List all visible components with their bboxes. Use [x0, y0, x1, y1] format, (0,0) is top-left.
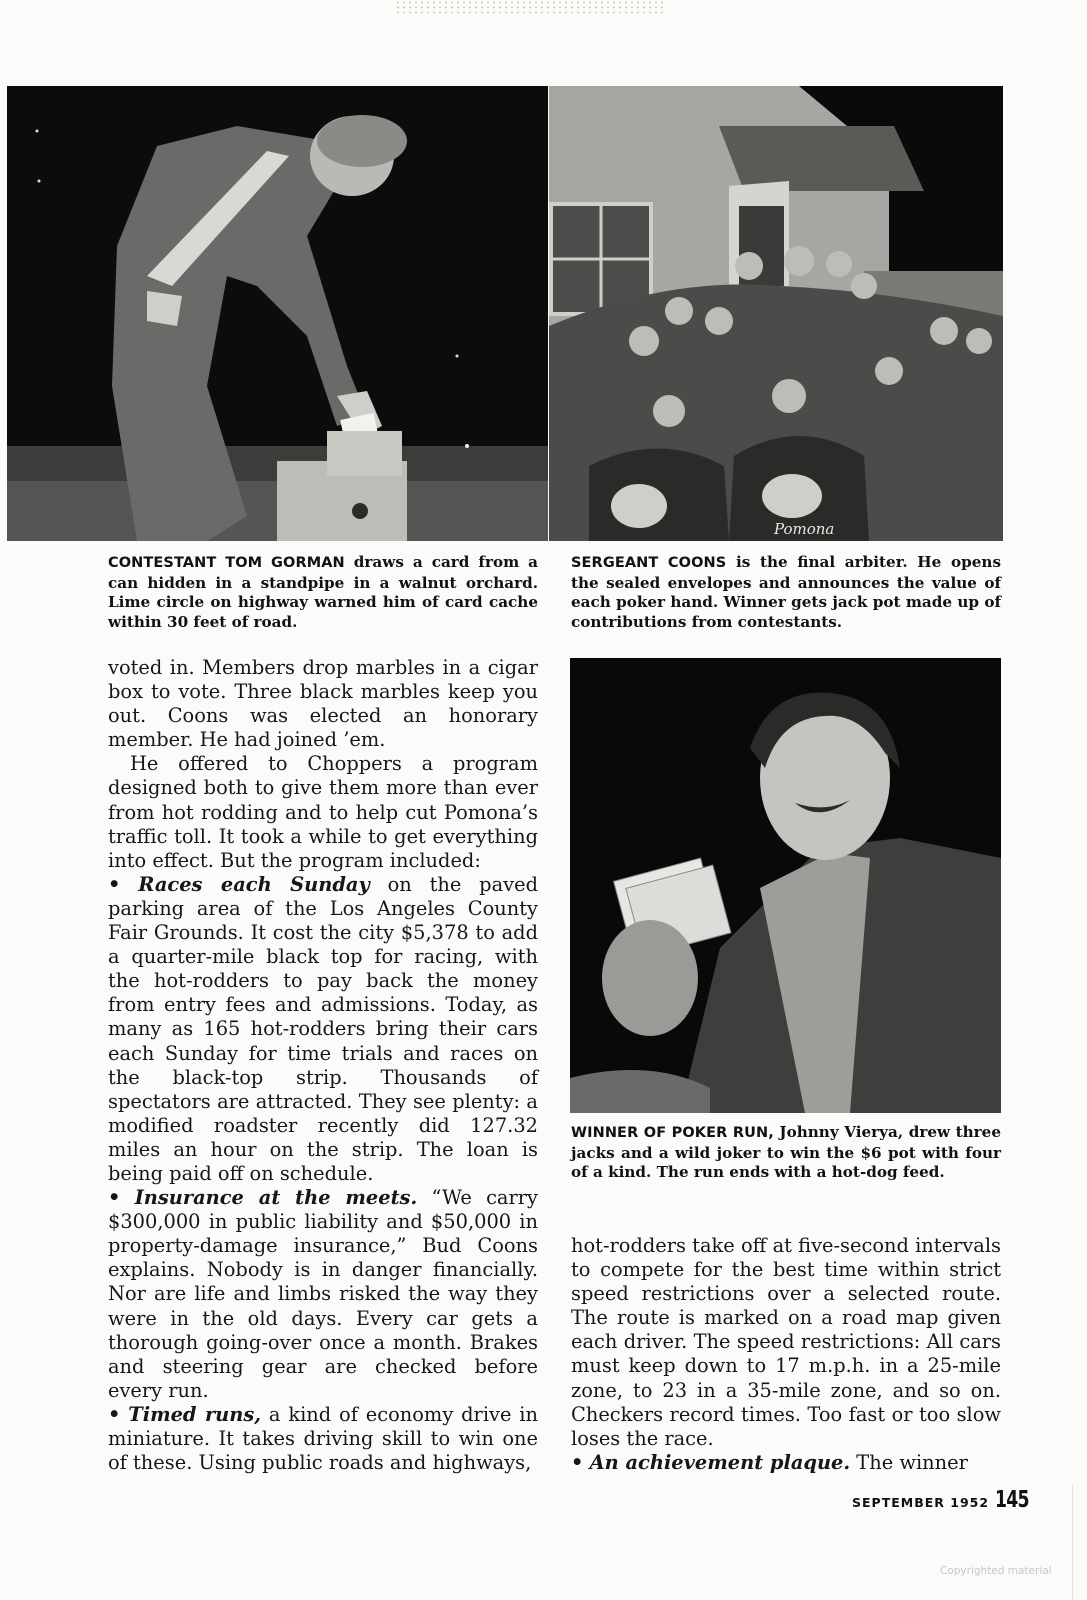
photo-sergeant-coons [549, 86, 1003, 541]
print-speckle [395, 0, 665, 14]
caption-lead: WINNER OF POKER RUN, [571, 1125, 774, 1141]
paragraph: He offered to Choppers a program designed both to give them more than ever from hot rodding and to help cut Pomona’s traffic toll. It took a while to get everything into effect. But the program included: [108, 752, 538, 872]
page-number: 145 [995, 1487, 1029, 1513]
page-footer [852, 1487, 1040, 1513]
bullet-heading: Timed runs, [128, 1402, 262, 1426]
svg-text:Pomona: Pomona [774, 520, 835, 538]
body-column-right [571, 1234, 1001, 1475]
bullet-item-insurance [108, 1186, 538, 1403]
caption-text: Johnny Vierya, drew three jacks and a wild joker to win the $6 pot with four of a kind. The run ends with a hot-dog feed. [571, 1123, 1002, 1182]
bullet-item-plaque [571, 1451, 1001, 1475]
caption-lead: SERGEANT COONS [571, 555, 727, 571]
issue-date: SEPTEMBER 1952 [852, 1495, 990, 1510]
caption-sergeant-coons [571, 553, 1001, 632]
bullet-text: The winner [850, 1450, 968, 1474]
caption-text: is the final arbiter. He opens the sealed envelopes and announces the value of each poker hand. Winner gets jack pot made up of contributions from contestants. [571, 553, 1001, 631]
bullet-icon: • [108, 1186, 121, 1210]
bullet-icon: • [571, 1450, 584, 1474]
caption-johnny-vierya [571, 1123, 1001, 1183]
bullet-text: on the paved parking area of the Los Angeles County Fair Grounds. It cost the city $5,378 to add a quarter-mile black top for racing, with the hot-rodders to pay back the money from entry fees and admissions. Today, as many as 165 hot-rodders bring their cars each Sunday for time trials and races on the black-top strip. Thousands of spectators are attracted. They see plenty: a modified roadster recently did 127.32 miles an hour on the strip. The loan is being paid off on schedule. [108, 872, 538, 1185]
bullet-item-timed-runs [108, 1403, 538, 1475]
paragraph: voted in. Members drop marbles in a cigar box to vote. Three black marbles keep you out. Coons was elected an honorary member. He had joined ’em. [108, 656, 538, 752]
bullet-heading: An achievement plaque. [589, 1450, 851, 1474]
caption-lead: CONTESTANT TOM GORMAN [108, 555, 345, 571]
paragraph: hot-rodders take off at five-second intervals to compete for the best time within strict speed restrictions over a selected route. The route is marked on a road map given each driver. The speed restrictions: All cars must keep down to 17 m.p.h. in a 25-mile zone, to 23 in a 35-mile zone, and so on. Checkers record times. Too fast or too slow loses the race. [571, 1234, 1001, 1450]
photo-tom-gorman [7, 86, 548, 541]
bullet-text: “We carry $300,000 in public liability and $50,000 in property-damage insurance,” Bud Coons explains. Nobody is in danger financially. Nor are life and limbs risked the way they were in the old days. Every car gets a thorough going-over once a month. Brakes and steering gear are checked before every run. [108, 1186, 538, 1402]
page-edge-line [1072, 1485, 1073, 1600]
bullet-icon: • [108, 1402, 121, 1426]
photo-johnny-vierya [570, 658, 1001, 1113]
caption-tom-gorman [108, 553, 538, 632]
bullet-item-races [108, 873, 538, 1186]
bullet-icon: • [108, 872, 121, 896]
bullet-heading: Races each Sunday [138, 872, 370, 896]
copyright-watermark: Copyrighted material [940, 1565, 1052, 1577]
bullet-heading: Insurance at the meets. [134, 1186, 418, 1210]
caption-text: draws a card from a can hidden in a standpipe in a walnut orchard. Lime circle on highway warned him of card cache within 30 feet of road. [108, 553, 538, 631]
body-column-left [108, 656, 538, 1475]
bullet-text: a kind of economy drive in miniature. It takes driving skill to win one of these. Using public roads and highways, [108, 1402, 539, 1475]
